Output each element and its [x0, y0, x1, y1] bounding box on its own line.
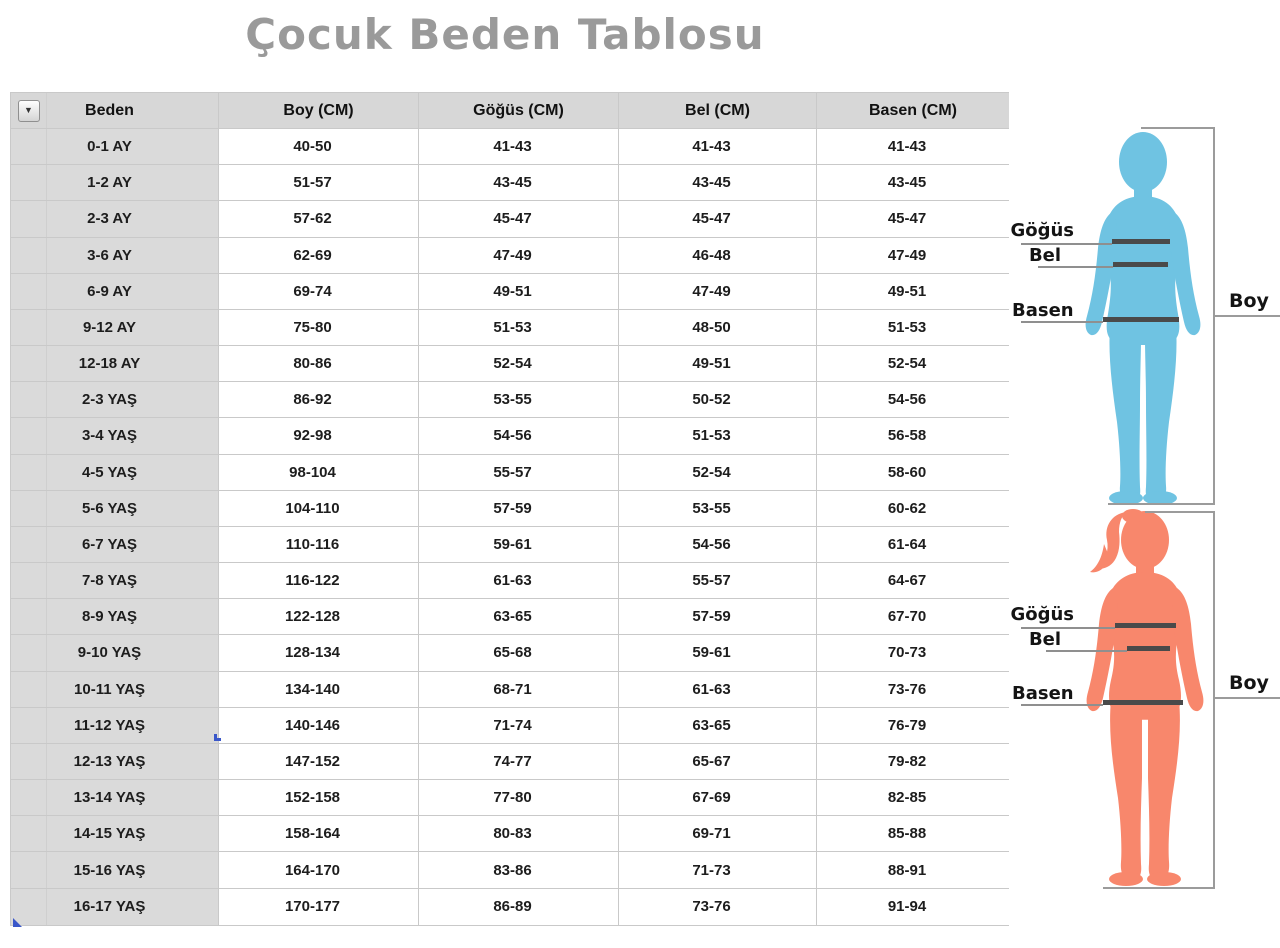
- chest-range-cell: 77-80: [419, 780, 619, 815]
- chest-range-cell: 61-63: [419, 563, 619, 598]
- chest-range-cell: 71-74: [419, 708, 619, 743]
- table-row: [11, 382, 1008, 418]
- size-cell: 14-15 YAŞ: [47, 816, 219, 851]
- waist-range-cell: 50-52: [619, 382, 817, 417]
- table-row: [11, 455, 1008, 491]
- waist-range-cell: 63-65: [619, 708, 817, 743]
- waist-range-cell: 46-48: [619, 238, 817, 273]
- table-row: [11, 165, 1008, 201]
- filter-cell: [11, 93, 47, 128]
- size-cell: 16-17 YAŞ: [47, 889, 219, 925]
- waist-range-cell: 69-71: [619, 816, 817, 851]
- height-range-cell: 140-146: [219, 708, 419, 743]
- column-header-bel: Bel (CM): [619, 93, 817, 128]
- height-range-cell: 86-92: [219, 382, 419, 417]
- height-range-cell: 110-116: [219, 527, 419, 562]
- height-bracket-side-pink: [1213, 511, 1215, 889]
- height-range-cell: 158-164: [219, 816, 419, 851]
- hip-range-cell: 82-85: [817, 780, 1009, 815]
- hip-range-cell: 61-64: [817, 527, 1009, 562]
- table-row: [11, 672, 1008, 708]
- table-row: [11, 346, 1008, 382]
- row-selector-cell: [11, 310, 47, 345]
- row-selector-cell: [11, 599, 47, 634]
- row-selector-cell: [11, 672, 47, 707]
- table-row: [11, 563, 1008, 599]
- row-selector-cell: [11, 780, 47, 815]
- size-cell: 9-10 YAŞ: [47, 635, 219, 670]
- waist-label-pink: Bel: [1028, 629, 1062, 650]
- table-row: [11, 491, 1008, 527]
- row-selector-cell: [11, 744, 47, 779]
- hip-range-cell: 47-49: [817, 238, 1009, 273]
- chest-label-pink: Göğüs: [1010, 604, 1074, 625]
- row-selector-cell: [11, 852, 47, 887]
- chest-range-cell: 86-89: [419, 889, 619, 925]
- column-header-boy: Boy (CM): [219, 93, 419, 128]
- row-selector-cell: [11, 527, 47, 562]
- waist-range-cell: 43-45: [619, 165, 817, 200]
- waist-range-cell: 52-54: [619, 455, 817, 490]
- chest-range-cell: 74-77: [419, 744, 619, 779]
- hip-range-cell: 70-73: [817, 635, 1009, 670]
- row-selector-cell: [11, 382, 47, 417]
- child-silhouette-pink: [1074, 506, 1214, 890]
- size-cell: 2-3 YAŞ: [47, 382, 219, 417]
- hip-range-cell: 54-56: [817, 382, 1009, 417]
- table-row: [11, 780, 1008, 816]
- height-bracket-top-pink: [1145, 511, 1214, 513]
- row-selector-cell: [11, 201, 47, 236]
- table-row: [11, 635, 1008, 671]
- row-selector-cell: [11, 816, 47, 851]
- hip-range-cell: 43-45: [817, 165, 1009, 200]
- hip-range-cell: 91-94: [817, 889, 1009, 925]
- row-selector-cell: [11, 346, 47, 381]
- size-cell: 0-1 AY: [47, 129, 219, 164]
- chest-range-cell: 49-51: [419, 274, 619, 309]
- height-range-cell: 147-152: [219, 744, 419, 779]
- chest-range-cell: 43-45: [419, 165, 619, 200]
- hip-range-cell: 60-62: [817, 491, 1009, 526]
- height-range-cell: 116-122: [219, 563, 419, 598]
- table-row: [11, 744, 1008, 780]
- size-cell: 7-8 YAŞ: [47, 563, 219, 598]
- size-table-body: [11, 129, 1008, 925]
- size-cell: 8-9 YAŞ: [47, 599, 219, 634]
- waist-range-cell: 57-59: [619, 599, 817, 634]
- waist-measure-line-pink: [1127, 646, 1170, 651]
- height-range-cell: 62-69: [219, 238, 419, 273]
- chest-range-cell: 57-59: [419, 491, 619, 526]
- waist-range-cell: 55-57: [619, 563, 817, 598]
- size-cell: 12-13 YAŞ: [47, 744, 219, 779]
- height-range-cell: 80-86: [219, 346, 419, 381]
- height-bracket-bottom-blue: [1108, 503, 1215, 505]
- hip-range-cell: 56-58: [817, 418, 1009, 453]
- height-range-cell: 51-57: [219, 165, 419, 200]
- corner-selection-artifact: [13, 918, 22, 927]
- size-cell: 1-2 AY: [47, 165, 219, 200]
- hip-range-cell: 41-43: [817, 129, 1009, 164]
- chest-range-cell: 53-55: [419, 382, 619, 417]
- waist-leader-line-pink: [1046, 650, 1127, 652]
- height-range-cell: 164-170: [219, 852, 419, 887]
- table-row: [11, 527, 1008, 563]
- hip-leader-line-pink: [1021, 704, 1103, 706]
- height-pointer-line-pink: [1215, 697, 1280, 699]
- waist-label-blue: Bel: [1028, 245, 1062, 266]
- chest-range-cell: 65-68: [419, 635, 619, 670]
- size-cell: 15-16 YAŞ: [47, 852, 219, 887]
- height-pointer-line-blue: [1215, 315, 1280, 317]
- hip-range-cell: 76-79: [817, 708, 1009, 743]
- chest-label-blue: Göğüs: [1010, 220, 1074, 241]
- chest-range-cell: 63-65: [419, 599, 619, 634]
- cell-selection-artifact: [214, 734, 221, 741]
- table-row: [11, 418, 1008, 454]
- hip-range-cell: 49-51: [817, 274, 1009, 309]
- waist-range-cell: 73-76: [619, 889, 817, 925]
- hip-range-cell: 88-91: [817, 852, 1009, 887]
- row-selector-cell: [11, 708, 47, 743]
- table-row: [11, 201, 1008, 237]
- hip-label-pink: Basen: [1012, 683, 1074, 704]
- waist-range-cell: 51-53: [619, 418, 817, 453]
- table-row: [11, 599, 1008, 635]
- height-range-cell: 128-134: [219, 635, 419, 670]
- table-row: [11, 708, 1008, 744]
- size-cell: 4-5 YAŞ: [47, 455, 219, 490]
- chest-range-cell: 47-49: [419, 238, 619, 273]
- hip-range-cell: 85-88: [817, 816, 1009, 851]
- waist-range-cell: 65-67: [619, 744, 817, 779]
- height-range-cell: 40-50: [219, 129, 419, 164]
- height-range-cell: 98-104: [219, 455, 419, 490]
- waist-range-cell: 59-61: [619, 635, 817, 670]
- size-table: [10, 92, 1009, 926]
- chest-range-cell: 51-53: [419, 310, 619, 345]
- hip-label-blue: Basen: [1012, 300, 1074, 321]
- size-cell: 3-4 YAŞ: [47, 418, 219, 453]
- waist-range-cell: 49-51: [619, 346, 817, 381]
- height-range-cell: 104-110: [219, 491, 419, 526]
- hip-range-cell: 51-53: [817, 310, 1009, 345]
- size-cell: 12-18 AY: [47, 346, 219, 381]
- row-selector-cell: [11, 165, 47, 200]
- chest-measure-line-pink: [1115, 623, 1176, 628]
- hip-range-cell: 52-54: [817, 346, 1009, 381]
- size-cell: 2-3 AY: [47, 201, 219, 236]
- chest-range-cell: 45-47: [419, 201, 619, 236]
- chest-range-cell: 83-86: [419, 852, 619, 887]
- height-range-cell: 134-140: [219, 672, 419, 707]
- table-row: [11, 129, 1008, 165]
- hip-measure-line-pink: [1103, 700, 1183, 705]
- chest-measure-line-blue: [1112, 239, 1170, 244]
- height-range-cell: 92-98: [219, 418, 419, 453]
- height-range-cell: 57-62: [219, 201, 419, 236]
- waist-range-cell: 53-55: [619, 491, 817, 526]
- waist-measure-line-blue: [1113, 262, 1168, 267]
- hip-range-cell: 45-47: [817, 201, 1009, 236]
- size-cell: 13-14 YAŞ: [47, 780, 219, 815]
- hip-leader-line-blue: [1021, 321, 1103, 323]
- table-row: [11, 310, 1008, 346]
- size-cell: 6-9 AY: [47, 274, 219, 309]
- waist-range-cell: 45-47: [619, 201, 817, 236]
- size-cell: 9-12 AY: [47, 310, 219, 345]
- hip-range-cell: 58-60: [817, 455, 1009, 490]
- size-cell: 10-11 YAŞ: [47, 672, 219, 707]
- height-range-cell: 69-74: [219, 274, 419, 309]
- row-selector-cell: [11, 635, 47, 670]
- filter-dropdown-button[interactable]: [18, 100, 40, 122]
- hip-range-cell: 73-76: [817, 672, 1009, 707]
- waist-range-cell: 67-69: [619, 780, 817, 815]
- column-header-beden: Beden: [47, 93, 219, 128]
- chest-range-cell: 59-61: [419, 527, 619, 562]
- table-row: [11, 816, 1008, 852]
- hip-measure-line-blue: [1103, 317, 1179, 322]
- page-title: Çocuk Beden Tablosu: [245, 10, 765, 59]
- waist-range-cell: 47-49: [619, 274, 817, 309]
- height-range-cell: 122-128: [219, 599, 419, 634]
- table-header-row: [11, 93, 1008, 129]
- waist-range-cell: 54-56: [619, 527, 817, 562]
- height-bracket-bottom-pink: [1103, 887, 1215, 889]
- size-cell: 3-6 AY: [47, 238, 219, 273]
- column-header-gogus: Göğüs (CM): [419, 93, 619, 128]
- chest-range-cell: 52-54: [419, 346, 619, 381]
- height-label-pink: Boy: [1229, 672, 1269, 694]
- size-cell: 6-7 YAŞ: [47, 527, 219, 562]
- waist-range-cell: 48-50: [619, 310, 817, 345]
- chest-range-cell: 54-56: [419, 418, 619, 453]
- size-cell: 5-6 YAŞ: [47, 491, 219, 526]
- table-row: [11, 889, 1008, 925]
- row-selector-cell: [11, 491, 47, 526]
- table-row: [11, 852, 1008, 888]
- chest-range-cell: 80-83: [419, 816, 619, 851]
- height-range-cell: 170-177: [219, 889, 419, 925]
- size-cell: 11-12 YAŞ: [47, 708, 219, 743]
- column-header-basen: Basen (CM): [817, 93, 1009, 128]
- hip-range-cell: 79-82: [817, 744, 1009, 779]
- chest-range-cell: 68-71: [419, 672, 619, 707]
- height-range-cell: 75-80: [219, 310, 419, 345]
- chevron-down-icon: ▼: [24, 105, 33, 115]
- row-selector-cell: [11, 274, 47, 309]
- table-row: [11, 274, 1008, 310]
- row-selector-cell: [11, 455, 47, 490]
- waist-range-cell: 61-63: [619, 672, 817, 707]
- waist-range-cell: 71-73: [619, 852, 817, 887]
- hip-range-cell: 67-70: [817, 599, 1009, 634]
- table-row: [11, 238, 1008, 274]
- height-label-blue: Boy: [1229, 290, 1269, 312]
- row-selector-cell: [11, 418, 47, 453]
- body-shape: [1087, 509, 1204, 886]
- chest-range-cell: 41-43: [419, 129, 619, 164]
- row-selector-cell: [11, 238, 47, 273]
- height-range-cell: 152-158: [219, 780, 419, 815]
- height-bracket-top-blue: [1141, 127, 1214, 129]
- hip-range-cell: 64-67: [817, 563, 1009, 598]
- row-selector-cell: [11, 129, 47, 164]
- chest-range-cell: 55-57: [419, 455, 619, 490]
- row-selector-cell: [11, 563, 47, 598]
- waist-range-cell: 41-43: [619, 129, 817, 164]
- waist-leader-line-blue: [1038, 266, 1113, 268]
